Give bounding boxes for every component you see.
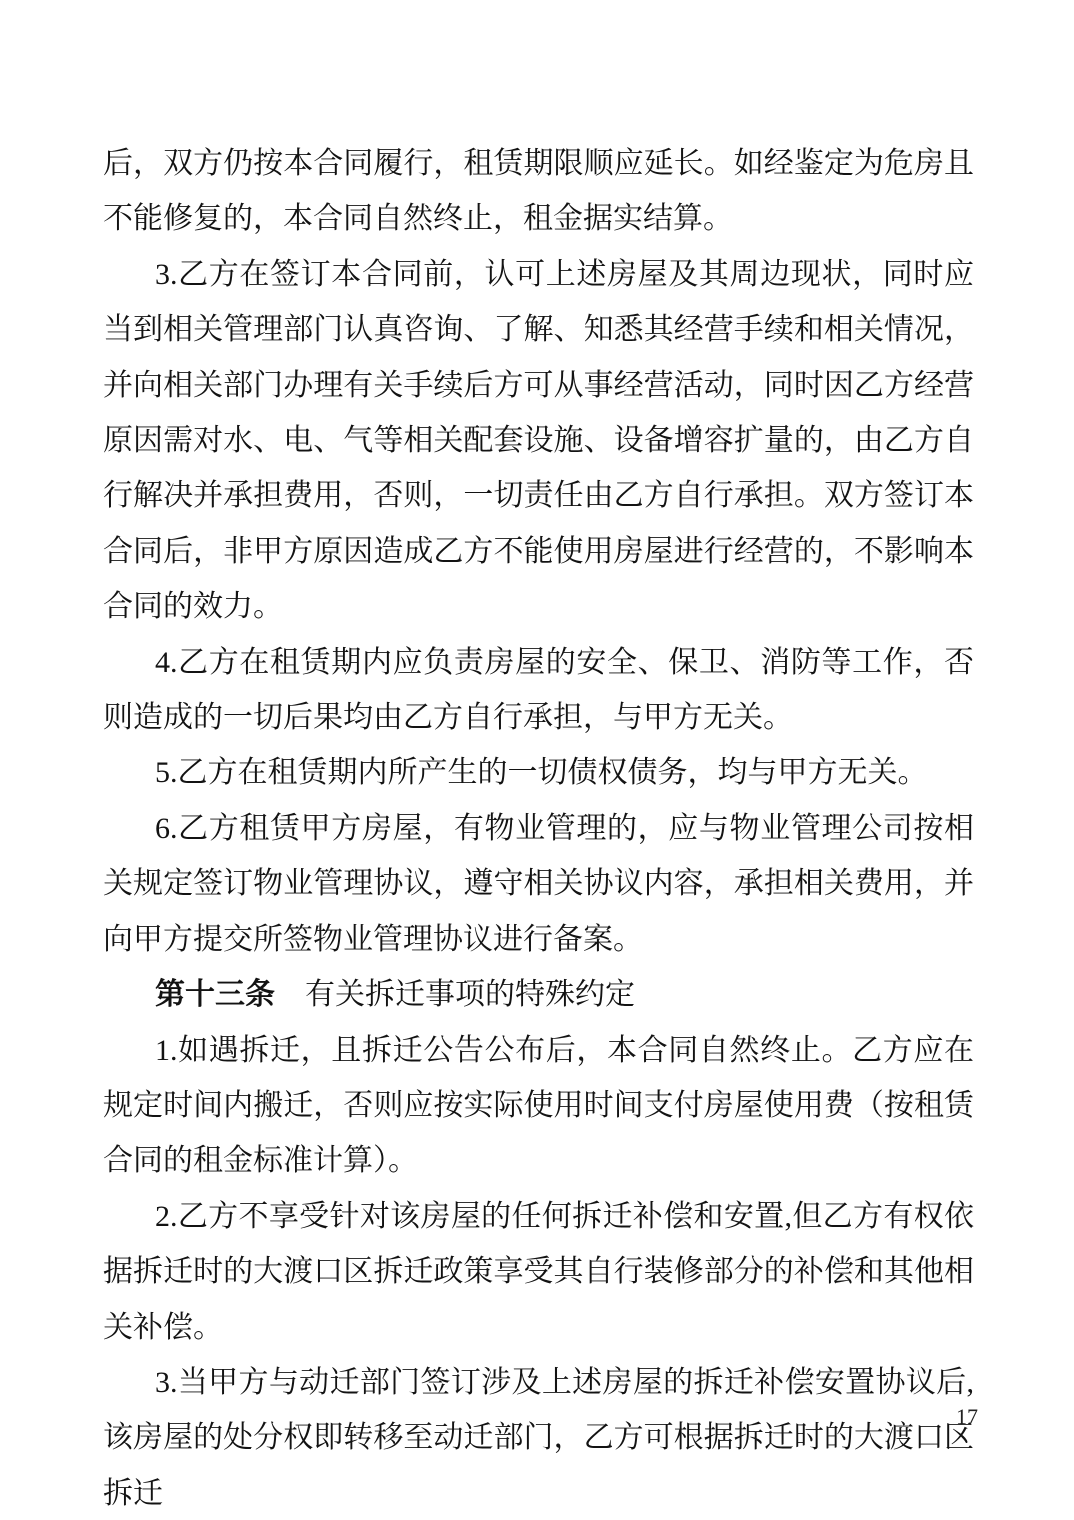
paragraph-clause-6: 6.乙方租赁甲方房屋，有物业管理的，应与物业管理公司按相关规定签订物业管理协议，遵守相关协议内容，承担相关费用，并向甲方提交所签物业管理协议进行备案。 [103,811,974,956]
document-body [103,136,974,1520]
article-13-number: 第十三条 [155,978,275,1012]
paragraph-continuation: 后，双方仍按本合同履行，租赁期限顺应延长。如经鉴定为危房且不能修复的，本合同自然终止，租金据实结算。 [103,147,974,236]
page-number: 17 [956,1404,978,1429]
paragraph-demolition-3: 3.当甲方与动迁部门签订涉及上述房屋的拆迁补偿安置协议后,该房屋的处分权即转移至动迁部门，乙方可根据拆迁时的大渡口区拆迁 [103,1365,974,1510]
paragraph-demolition-2: 2.乙方不享受针对该房屋的任何拆迁补偿和安置,但乙方有权依据拆迁时的大渡口区拆迁政策享受其自行装修部分的补偿和其他相关补偿。 [103,1199,974,1344]
article-13-heading [103,967,974,1022]
paragraph-demolition-1: 1.如遇拆迁，且拆迁公告公布后，本合同自然终止。乙方应在规定时间内搬迁，否则应按实际使用时间支付房屋使用费（按租赁合同的租金标准计算）。 [103,1033,974,1178]
paragraph-clause-3: 3.乙方在签订本合同前，认可上述房屋及其周边现状，同时应当到相关管理部门认真咨询、了解、知悉其经营手续和相关情况，并向相关部门办理有关手续后方可从事经营活动，同时因乙方经营原因需对水、电、气等相关配套设施、设备增容扩量的，由乙方自行解决并承担费用，否则，一切责任由乙方自行承担。双方签订本合同后，非甲方原因造成乙方不能使用房屋进行经营的，不影响本合同的效力。 [103,257,974,624]
paragraph-clause-4: 4.乙方在租赁期内应负责房屋的安全、保卫、消防等工作，否则造成的一切后果均由乙方自行承担，与甲方无关。 [103,645,974,735]
article-13-title: 有关拆迁事项的特殊约定 [305,978,635,1012]
paragraph-clause-5: 5.乙方在租赁期内所产生的一切债权债务，均与甲方无关。 [155,756,928,790]
